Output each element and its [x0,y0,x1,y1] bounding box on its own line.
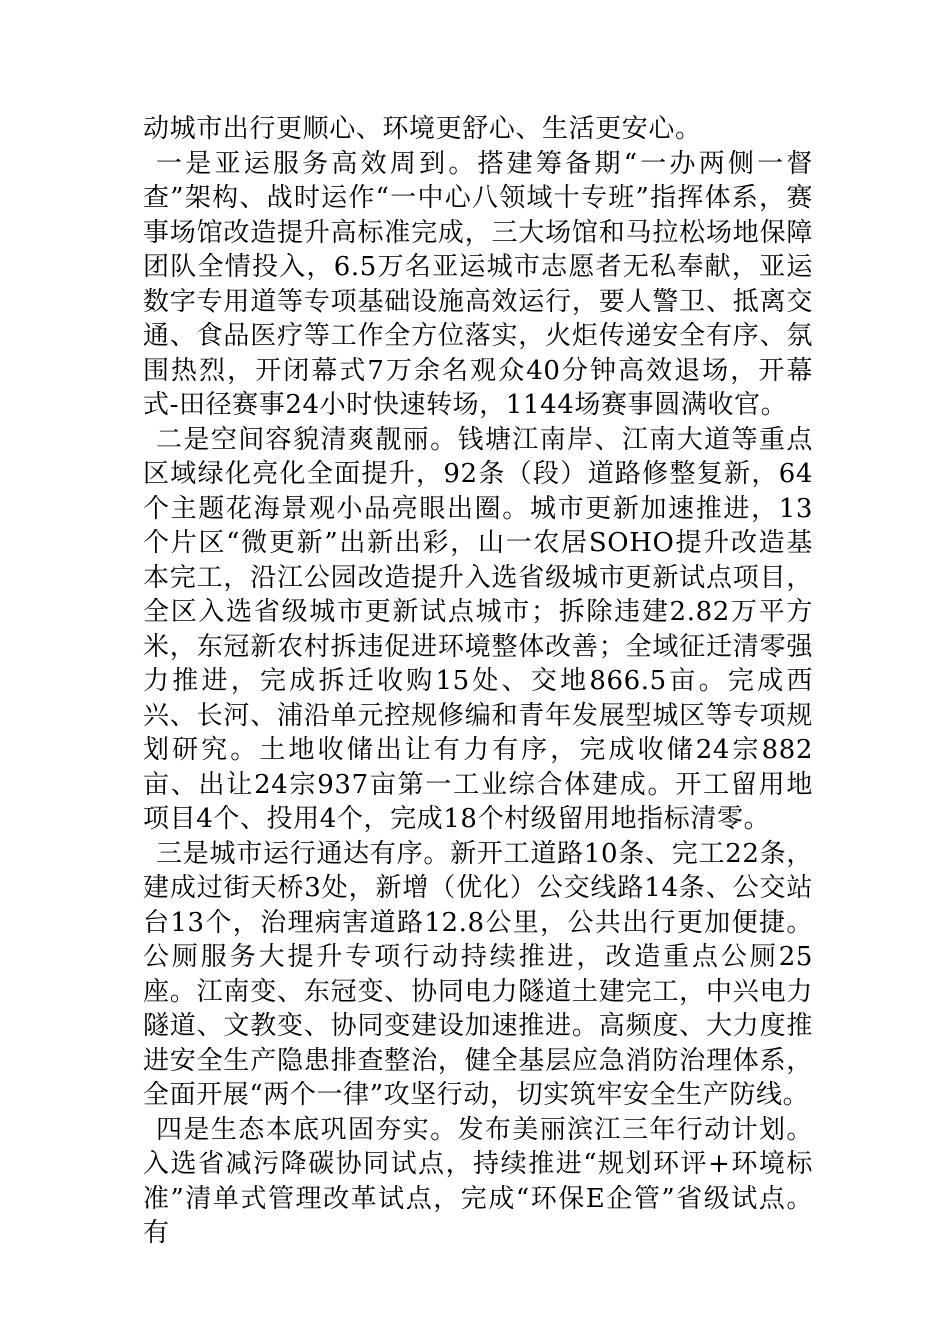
paragraph-city-operation: 三是城市运行通达有序。新开工道路10条、完工22条，建成过街天桥3处，新增（优化）公交线路14条、公交站台13个，治理病害道路12.8公里，公共出行更加便捷。公厕服务大提升专项行动持续推进，改造重点公厕25座。江南变、东冠变、协同电力隧道土建完工，中兴电力隧道、文教变、协同变建设加速推进。高频度、大力度推进安全生产隐患排查整治，健全基层应急消防治理体系，全面开展“两个一律”攻坚行动，切实筑牢安全生产防线。 [143,838,813,1110]
paragraph-urban-space: 二是空间容貌清爽靓丽。钱塘江南岸、江南大道等重点区域绿化亮化全面提升，92条（段）道路修整复新，64个主题花海景观小品亮眼出圈。城市更新加速推进，13个片区“微更新”出新出彩，山一农居SOHO提升改造基本完工，沿江公园改造提升入选省级城市更新试点项目，全区入选省级城市更新试点城市；拆除违建2.82万平方米，东冠新农村拆违促进环境整体改善；全域征迁清零强力推进，完成拆迁收购15处、交地866.5亩。完成西兴、长河、浦沿单元控规修编和青年发展型城区等专项规划研究。土地收储出让有力有序，完成收储24宗882亩、出让24宗937亩第一工业综合体建成。开工留用地项目4个、投用4个，完成18个村级留用地指标清零。 [143,424,813,834]
paragraph-continuation: 动城市出行更顺心、环境更舒心、生活更安心。 [143,114,702,144]
document-body [143,112,813,1251]
paragraph-asian-games-service: 一是亚运服务高效周到。搭建筹备期“一办两侧一督查”架构、战时运作“一中心八领域十专班”指挥体系，赛事场馆改造提升高标准完成，三大场馆和马拉松场地保障团队全情投入，6.5万名亚运城市志愿者无私奉献，亚运数字专用道等专项基础设施高效运行，要人警卫、抵离交通、食品医疗等工作全方位落实，火炬传递安全有序、氛围热烈，开闭幕式7万余名观众40分钟高效退场，开幕式-田径赛事24小时快速转场，1144场赛事圆满收官。 [143,148,813,420]
paragraph-ecology: 四是生态本底巩固夯实。发布美丽滨江三年行动计划。入选省减污降碳协同试点，持续推进“规划环评+环境标准”清单式管理改革试点，完成“环保E企管”省级试点。有 [143,1114,813,1248]
